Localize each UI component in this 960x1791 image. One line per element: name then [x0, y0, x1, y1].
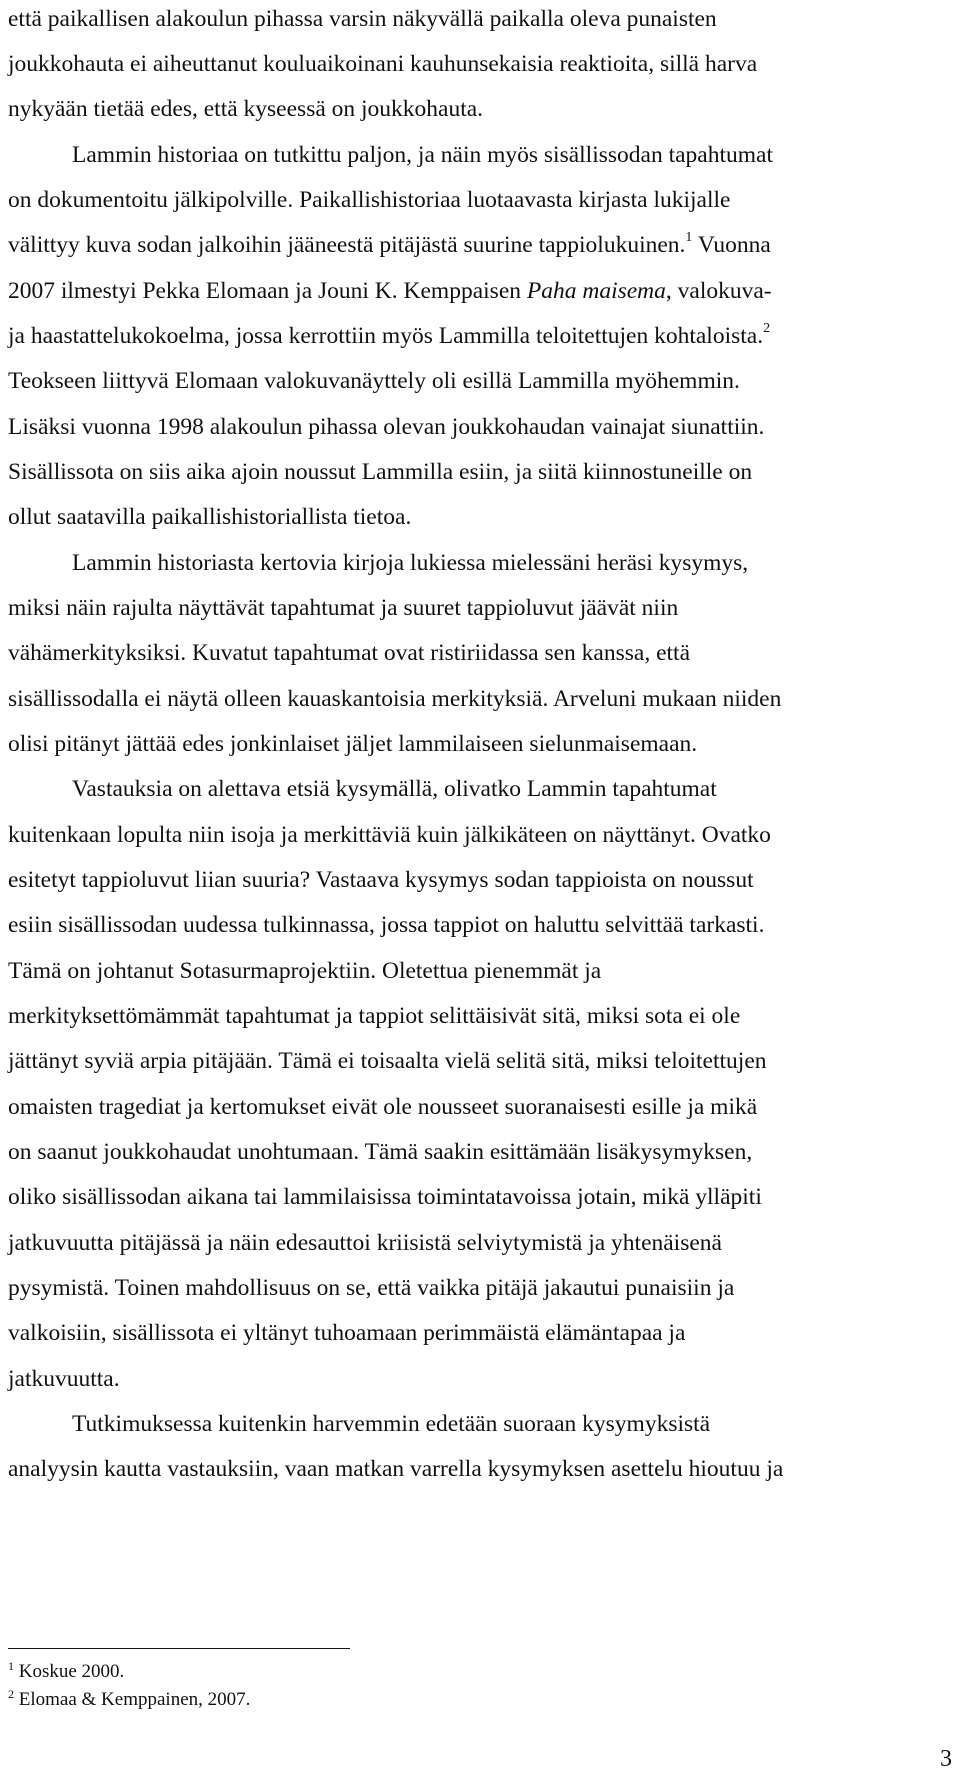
body-line: nykyään tietää edes, että kyseessä on joukkohauta.: [8, 96, 484, 122]
body-line: olisi pitänyt jättää edes jonkinlaiset jäljet lammilaiseen sielunmaisemaan.: [8, 731, 698, 757]
body-line: jättänyt syviä arpia pitäjään. Tämä ei toisaalta vielä selitä sitä, miksi teloitettujen: [8, 1048, 767, 1074]
body-text: Vuonna: [692, 232, 771, 258]
body-line: oliko sisällissodan aikana tai lammilaisissa toimintatavoissa jotain, mikä ylläpiti: [8, 1184, 762, 1210]
body-line: joukkohauta ei aiheuttanut kouluaikoinani kauhunsekaisia reaktioita, sillä harva: [8, 51, 758, 77]
footnote-text: Elomaa & Kemppainen, 2007.: [18, 1689, 251, 1710]
body-line: Tämä on johtanut Sotasurmaprojektiin. Oletettua pienemmät ja: [8, 958, 602, 984]
body-line: Lammin historiasta kertovia kirjoja lukiessa mielessäni heräsi kysymys,: [72, 550, 749, 576]
body-line: miksi näin rajulta näyttävät tapahtumat ja suuret tappioluvut jäävät niin: [8, 595, 679, 621]
footnote-number: 1: [8, 1658, 14, 1673]
body-line: Vastauksia on alettava etsiä kysymällä, olivatko Lammin tapahtumat: [72, 776, 717, 802]
page-number: 3: [940, 1746, 952, 1772]
body-line: jatkuvuutta pitäjässä ja näin edesauttoi kriisistä selviytymistä ja yhtenäisenä: [8, 1230, 722, 1256]
body-text: 2007 ilmestyi Pekka Elomaan ja Jouni K. Kemppaisen: [8, 278, 527, 304]
footnote: [8, 1686, 251, 1711]
footnote: [8, 1658, 125, 1683]
footnote-divider: [8, 1648, 350, 1649]
body-line: merkityksettömämmät tapahtumat ja tappiot selittäisivät sitä, miksi sota ei ole: [8, 1003, 741, 1029]
footnote-ref: 1: [685, 230, 693, 246]
body-line: Sisällissota on siis aika ajoin noussut Lammilla esiin, ja siitä kiinnostuneille on: [8, 459, 753, 485]
body-line: Teokseen liittyvä Elomaan valokuvanäyttely oli esillä Lammilla myöhemmin.: [8, 368, 740, 394]
footnote-text: Koskue 2000.: [18, 1661, 125, 1682]
body-line: pysymistä. Toinen mahdollisuus on se, että vaikka pitäjä jakautui punaisiin ja: [8, 1275, 735, 1301]
body-text: ja haastattelukokoelma, jossa kerrottiin myös Lammilla teloitettujen kohtaloista.: [8, 323, 764, 349]
body-line: omaisten tragediat ja kertomukset eivät ole nousseet suoranaisesti esille ja mikä: [8, 1094, 758, 1120]
body-line: [8, 230, 952, 260]
body-line: esitetyt tappioluvut liian suuria? Vastaava kysymys sodan tappioista on noussut: [8, 867, 754, 893]
body-line: että paikallisen alakoulun pihassa varsin näkyvällä paikalla oleva punaisten: [8, 6, 717, 32]
body-line: ollut saatavilla paikallishistoriallista tietoa.: [8, 504, 412, 530]
body-line: sisällissodalla ei näytä olleen kauaskantoisia merkityksiä. Arveluni mukaan niiden: [8, 686, 782, 712]
body-line: [8, 321, 952, 351]
body-line: on saanut joukkohaudat unohtumaan. Tämä saakin esittämään lisäkysymyksen,: [8, 1139, 753, 1165]
body-line: [8, 276, 952, 306]
body-line: kuitenkaan lopulta niin isoja ja merkittäviä kuin jälkikäteen on näyttänyt. Ovatko: [8, 822, 771, 848]
body-line: vähämerkityksiksi. Kuvatut tapahtumat ovat ristiriidassa sen kanssa, että: [8, 640, 690, 666]
body-line: analyysin kautta vastauksiin, vaan matkan varrella kysymyksen asettelu hioutuu ja: [8, 1456, 784, 1482]
footnote-number: 2: [8, 1686, 14, 1701]
body-line: Tutkimuksessa kuitenkin harvemmin edetään suoraan kysymyksistä: [72, 1411, 711, 1437]
body-line: valkoisiin, sisällissota ei yltänyt tuhoamaan perimmäistä elämäntapaa ja: [8, 1320, 686, 1346]
body-line: Lisäksi vuonna 1998 alakoulun pihassa olevan joukkohaudan vainajat siunattiin.: [8, 414, 765, 440]
body-line: on dokumentoitu jälkipolville. Paikallishistoriaa luotaavasta kirjasta lukijalle: [8, 187, 731, 213]
body-text: välittyy kuva sodan jalkoihin jääneestä pitäjästä suurine tappiolukuinen.: [8, 232, 686, 258]
body-line: esiin sisällissodan uudessa tulkinnassa, jossa tappiot on haluttu selvittää tarkasti.: [8, 912, 765, 938]
body-text: , valokuva-: [665, 278, 772, 304]
body-line: Lammin historiaa on tutkittu paljon, ja näin myös sisällissodan tapahtumat: [72, 142, 773, 168]
footnote-ref: 2: [763, 321, 771, 337]
body-line: jatkuvuutta.: [8, 1366, 120, 1392]
book-title: Paha maisema: [526, 278, 666, 304]
